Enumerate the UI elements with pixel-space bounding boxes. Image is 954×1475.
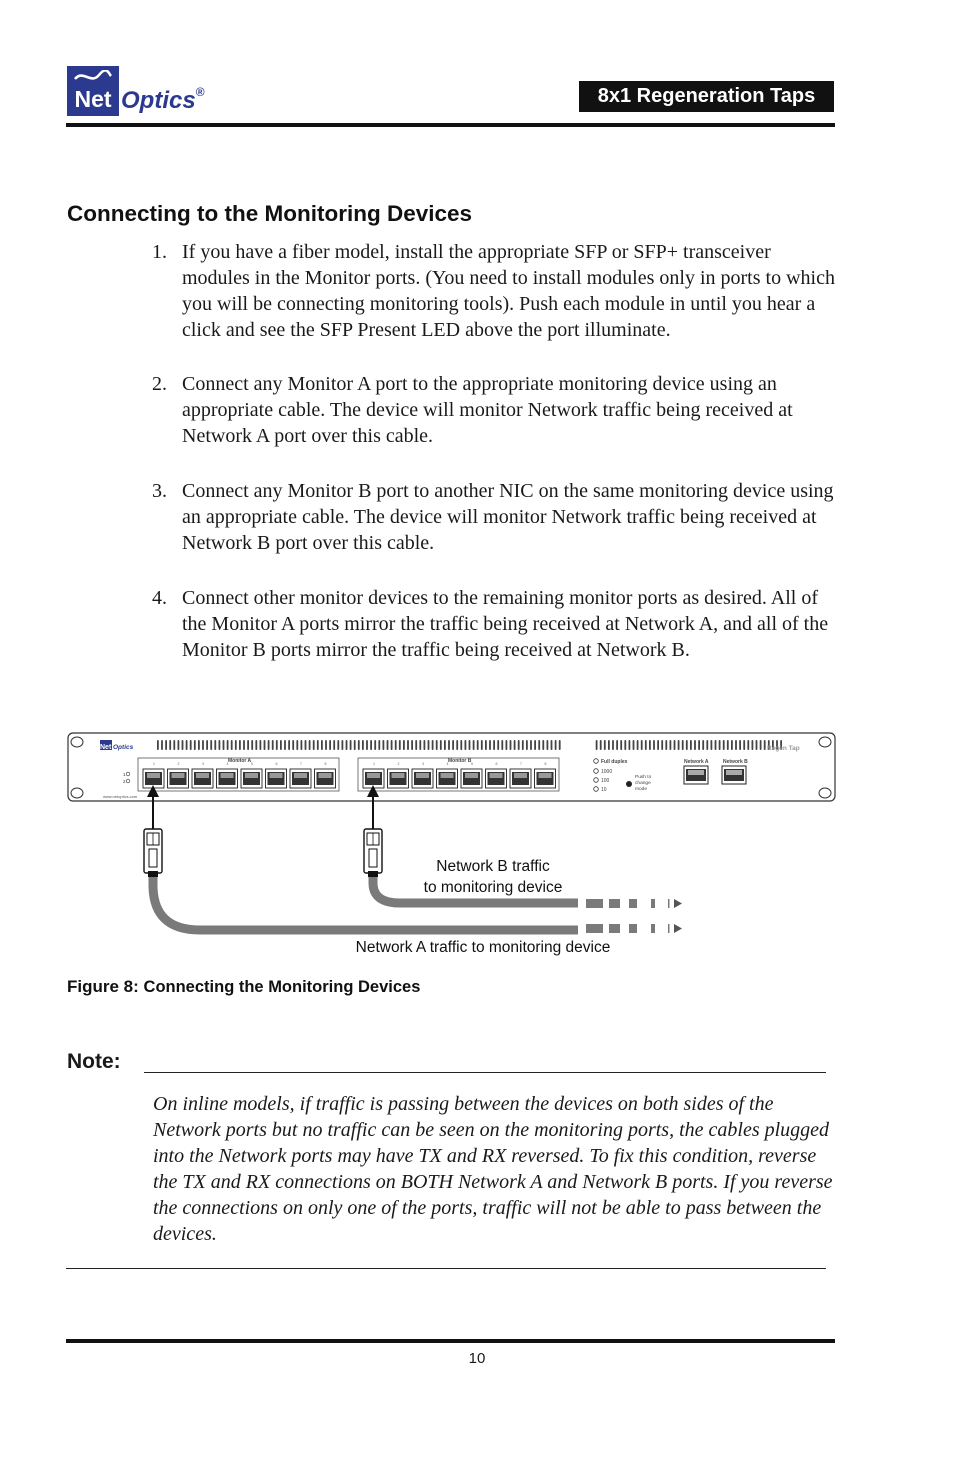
vent-slot [661, 740, 663, 750]
vent-slot [214, 740, 216, 750]
network-b-cable-tail [586, 899, 670, 908]
port-number: 5 [251, 762, 253, 766]
step-number: 4. [152, 587, 167, 609]
step-3 [152, 478, 842, 556]
logo-optics-text: Optics® [121, 85, 205, 114]
vent-slot [493, 740, 495, 750]
header-banner: 8x1 Regeneration Taps [579, 81, 834, 112]
header-rule [66, 123, 835, 127]
vent-slot [739, 740, 741, 750]
vent-slot [309, 740, 311, 750]
vent-slot [731, 740, 733, 750]
figure-connecting-monitoring-devices [0, 725, 954, 965]
network-b-label: Network B [723, 759, 748, 765]
vent-slot [653, 740, 655, 750]
monitor-port-contacts [245, 773, 258, 778]
vent-slot [317, 740, 319, 750]
step-number: 1. [152, 241, 167, 263]
step-text: Connect any Monitor B port to another NIC on the same monitoring device using an appropriate cable. The device will monitor Network traffic being received at Network B port over this cable. [182, 480, 834, 554]
network-a-label: Network A traffic to monitoring device [355, 939, 611, 956]
step-text: If you have a fiber model, install the appropriate SFP or SFP+ transceiver modules in the Monitor ports. (You need to install modules only in ports to which you will be connecting monitoring tools). Push each module in until you hear a click and see the SFP Present LED above the port illuminate. [182, 241, 835, 341]
push-label: mode [635, 787, 647, 792]
vent-slot [337, 740, 339, 750]
panel-logo-optics: Optics [113, 744, 134, 751]
vent-slot [530, 740, 532, 750]
monitor-port-contacts [270, 773, 283, 778]
vent-slot [678, 740, 680, 750]
vent-slot [391, 740, 393, 750]
vent-slot [428, 740, 430, 750]
vent-slot [547, 740, 549, 750]
network-a-cable-tail [586, 924, 670, 933]
page-number: 10 [468, 1350, 486, 1367]
vent-slot [436, 740, 438, 750]
vent-slot [182, 740, 184, 750]
model-label: Regen Tap [767, 745, 800, 752]
vent-slot [219, 740, 221, 750]
speed-label: 100 [601, 778, 610, 784]
port-number: 8 [324, 762, 327, 766]
port-number: 3 [422, 762, 424, 766]
vent-slot [235, 740, 237, 750]
vent-slot [489, 740, 491, 750]
vent-slot [465, 740, 467, 750]
vent-slot [329, 740, 331, 750]
vent-slot [723, 740, 725, 750]
vent-slot [670, 740, 672, 750]
vent-slot [169, 740, 171, 750]
vent-slot [706, 740, 708, 750]
vent-slot [522, 740, 524, 750]
vent-slot [686, 740, 688, 750]
vent-slot [752, 740, 754, 750]
monitor-port-contacts [294, 773, 307, 778]
push-label: Push to [635, 775, 652, 780]
vent-slot [157, 740, 159, 750]
panel-url: www.netoptics.com [103, 794, 138, 799]
speed-label: 1000 [601, 769, 613, 775]
vent-slot [239, 740, 241, 750]
step-4 [152, 585, 842, 663]
logo-wave-icon [73, 70, 113, 84]
network-b-arrow-icon [674, 899, 682, 908]
vent-slot [280, 740, 282, 750]
port-number: 6 [275, 762, 278, 766]
section-title: Connecting to the Monitoring Devices [67, 201, 473, 226]
port-number: 5 [471, 762, 473, 766]
vent-slot [399, 740, 401, 750]
vent-slot [477, 740, 479, 750]
vent-slot [210, 740, 212, 750]
vent-slot [165, 740, 167, 750]
monitor-port-contacts [147, 773, 160, 778]
vent-slot [473, 740, 475, 750]
vent-slot [596, 740, 598, 750]
vent-slot [321, 740, 323, 750]
port-number: 2 [397, 762, 400, 766]
vent-slot [624, 740, 626, 750]
step-2 [152, 371, 842, 449]
speed-label: 10 [601, 787, 607, 793]
vent-slot [526, 740, 528, 750]
vent-slot [378, 740, 380, 750]
figure-number: Figure 8: [67, 977, 139, 996]
vent-slot [305, 740, 307, 750]
vent-slot [190, 740, 192, 750]
network-b-label-line1: Network B traffic [436, 858, 550, 875]
vent-slot [555, 740, 557, 750]
monitor-port-contacts [221, 773, 234, 778]
vent-slot [268, 740, 270, 750]
vent-slot [432, 740, 434, 750]
vent-slot [637, 740, 639, 750]
vent-slot [387, 740, 389, 750]
vent-slot [424, 740, 426, 750]
step-number: 3. [152, 480, 167, 502]
push-label: change [635, 781, 651, 786]
vent-slot [690, 740, 692, 750]
vent-slot [350, 740, 352, 750]
vent-slot [255, 740, 257, 750]
panel-logo-net: Net [100, 744, 112, 751]
vent-slot [202, 740, 204, 750]
vent-slot [358, 740, 360, 750]
vent-slot [538, 740, 540, 750]
vent-slot [354, 740, 356, 750]
vent-slot [448, 740, 450, 750]
vent-slot [551, 740, 553, 750]
vent-slot [497, 740, 499, 750]
vent-slot [469, 740, 471, 750]
vent-slot [374, 740, 376, 750]
vent-slot [682, 740, 684, 750]
note-rule [144, 1072, 826, 1073]
vent-slot [370, 740, 372, 750]
vent-slot [366, 740, 368, 750]
vent-slot [645, 740, 647, 750]
network-a-label: Network A [684, 759, 709, 765]
vent-slot [715, 740, 717, 750]
vent-slot [534, 740, 536, 750]
vent-slot [276, 740, 278, 750]
vent-slot [178, 740, 180, 750]
vent-slot [514, 740, 516, 750]
step-number: 2. [152, 373, 167, 395]
port-number: 1 [373, 762, 375, 766]
vent-slot [694, 740, 696, 750]
vent-slot [608, 740, 610, 750]
vent-slot [620, 740, 622, 750]
monitor-port-contacts [367, 773, 380, 778]
network-a-arrow-icon [674, 924, 682, 933]
power-label-1: 1 [123, 772, 126, 777]
step-1 [152, 239, 842, 343]
vent-slot [362, 740, 364, 750]
vent-slot [227, 740, 229, 750]
vent-slot [665, 740, 667, 750]
note-text: On inline models, if traffic is passing between the devices on both sides of the Network ports but no traffic can be seen on the monitoring ports, the cables plugged into the Network ports may have TX and RX reversed. To fix this condition, reverse the TX and RX connections on BOTH Network A and Network B ports. If you reverse the connections on only one of the ports, traffic will not be able to pass between the devices. [153, 1093, 833, 1245]
vent-slot [296, 740, 298, 750]
vent-slot [395, 740, 397, 750]
monitor-port-contacts [465, 773, 478, 778]
vent-slot [727, 740, 729, 750]
vent-slot [415, 740, 417, 750]
vent-slot [481, 740, 483, 750]
monitor-port-contacts [441, 773, 454, 778]
port-number: 3 [202, 762, 204, 766]
vent-slot [161, 740, 163, 750]
vent-slot [460, 740, 462, 750]
vent-slot [198, 740, 200, 750]
rj45-plug-b-icon [364, 829, 382, 877]
vent-slot [173, 740, 175, 750]
vent-slot [186, 740, 188, 750]
vent-slot [313, 740, 315, 750]
step-text: Connect other monitor devices to the remaining monitor ports as desired. All of the Monitor A ports mirror the traffic being received at Network A, and all of the Monitor B ports mirror the traffic being received at Network B. [182, 587, 829, 661]
vent-slot [612, 740, 614, 750]
vent-slot [518, 740, 520, 750]
monitor-port-contacts [539, 773, 552, 778]
figure-caption-text: Connecting the Monitoring Devices [143, 978, 421, 996]
vent-slot [325, 740, 327, 750]
power-label-2: 2 [123, 779, 126, 784]
vent-slot [411, 740, 413, 750]
vent-slot [452, 740, 454, 750]
vent-slot [264, 740, 266, 750]
vent-slot [702, 740, 704, 750]
monitor-port-contacts [319, 773, 332, 778]
vent-slot [760, 740, 762, 750]
vent-slot [444, 740, 446, 750]
vent-slot [284, 740, 286, 750]
port-number: 7 [520, 762, 522, 766]
vent-slot [506, 740, 508, 750]
vent-slot [629, 740, 631, 750]
vent-slot [542, 740, 544, 750]
vent-slot [756, 740, 758, 750]
vent-slot [301, 740, 303, 750]
vent-slot [633, 740, 635, 750]
vent-slot [649, 740, 651, 750]
vent-slot [501, 740, 503, 750]
monitor-port-contacts [172, 773, 185, 778]
vent-slot [407, 740, 409, 750]
vent-slot [251, 740, 253, 750]
vent-slot [698, 740, 700, 750]
vent-slot [510, 740, 512, 750]
vent-slot [641, 740, 643, 750]
step-text: Connect any Monitor A port to the appropriate monitoring device using an appropriate cable. The device will monitor Network traffic being received at Network A port over this cable. [182, 373, 793, 447]
vent-slot [243, 740, 245, 750]
vent-slot [747, 740, 749, 750]
logo-net-text: Net [74, 86, 112, 112]
vent-slot [764, 740, 766, 750]
vent-slot [419, 740, 421, 750]
monitor-b-label: Monitor B [448, 758, 472, 764]
vent-slot [440, 740, 442, 750]
vent-slot [342, 740, 344, 750]
vent-slot [288, 740, 290, 750]
port-number: 2 [177, 762, 180, 766]
monitor-a-label: Monitor A [228, 758, 252, 764]
vent-slot [719, 740, 721, 750]
full-duplex-label: Full duplex [601, 759, 628, 765]
vent-slot [711, 740, 713, 750]
vent-slot [604, 740, 606, 750]
vent-slot [231, 740, 233, 750]
vent-slot [743, 740, 745, 750]
port-number: 6 [495, 762, 498, 766]
monitor-port-contacts [392, 773, 405, 778]
port-number: 8 [544, 762, 547, 766]
network-b-port [722, 766, 746, 784]
note-end-rule [66, 1268, 826, 1269]
footer-rule [66, 1339, 835, 1343]
vent-slot [223, 740, 225, 750]
port-number: 1 [153, 762, 155, 766]
vent-slot [194, 740, 196, 750]
vent-slot [333, 740, 335, 750]
vent-slot [616, 740, 618, 750]
vent-slot [456, 740, 458, 750]
vent-slot [206, 740, 208, 750]
vent-slot [559, 740, 561, 750]
monitor-port-contacts [416, 773, 429, 778]
port-number: 4 [226, 762, 229, 766]
mode-button-icon [626, 781, 632, 787]
vent-slot [346, 740, 348, 750]
figure-caption [67, 977, 420, 997]
vent-slot [247, 740, 249, 750]
vent-slot [383, 740, 385, 750]
vent-slot [600, 740, 602, 750]
vent-slot [735, 740, 737, 750]
monitor-port-contacts [196, 773, 209, 778]
monitor-port-contacts [490, 773, 503, 778]
note-label: Note: [67, 1050, 121, 1073]
port-number: 7 [300, 762, 302, 766]
vent-slot [292, 740, 294, 750]
vent-slot [485, 740, 487, 750]
vent-slot [272, 740, 274, 750]
port-number: 4 [446, 762, 449, 766]
vent-slot [403, 740, 405, 750]
network-b-label-line2: to monitoring device [423, 879, 563, 896]
rj45-plug-a-icon [144, 829, 162, 877]
vent-slot [674, 740, 676, 750]
network-a-port [684, 766, 708, 784]
vent-slot [657, 740, 659, 750]
vent-slot [260, 740, 262, 750]
logo [67, 66, 119, 116]
monitor-port-contacts [514, 773, 527, 778]
